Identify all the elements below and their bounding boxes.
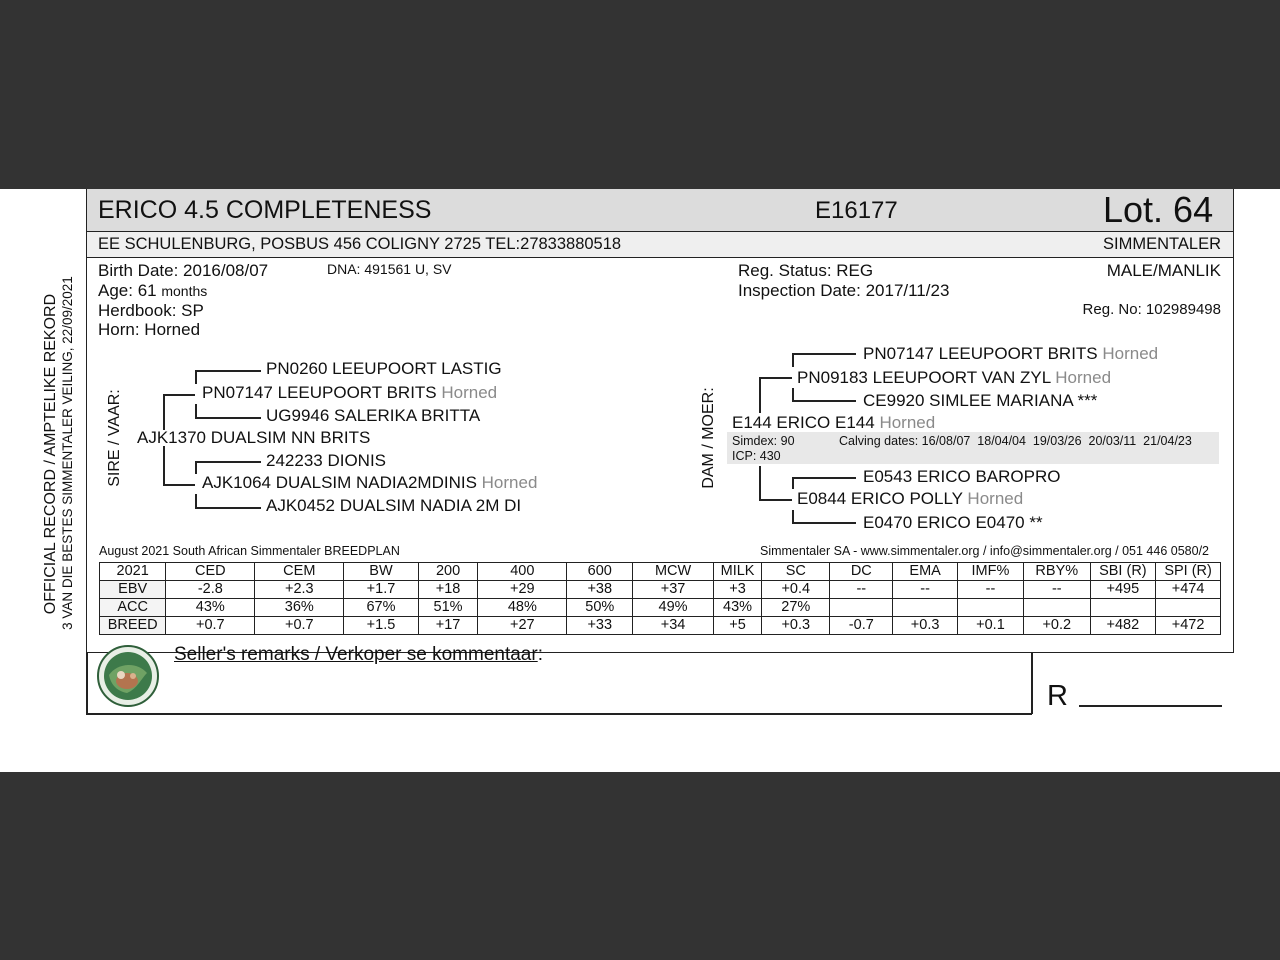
seller-remarks-label: Seller's remarks / Verkoper se kommentaar — [174, 644, 538, 665]
sire-line-ds — [195, 461, 261, 463]
top-dark-band — [0, 0, 1280, 189]
breedplan-cell: +3 — [713, 581, 762, 599]
breedplan-header-cell: MCW — [633, 563, 713, 581]
sire-line-dd — [195, 507, 261, 509]
sire-dd: AJK0452 DUALSIM NADIA 2M DI — [266, 496, 522, 515]
breedplan-header-cell: 200 — [418, 563, 478, 581]
breedplan-row-label: EBV — [100, 581, 166, 599]
breedplan-cell: -0.7 — [830, 617, 893, 635]
breedplan-row-label: BREED — [100, 617, 166, 635]
dam-ds: E0543 ERICO BAROPRO — [863, 467, 1061, 486]
dam-horn: Horned — [879, 413, 936, 432]
reg-status: Reg. Status: REG — [738, 261, 874, 280]
breedplan-table — [99, 562, 1221, 635]
breedplan-cell: +0.7 — [255, 617, 344, 635]
breedplan-cell: -- — [957, 581, 1023, 599]
breedplan-cell: +17 — [418, 617, 478, 635]
dam-d — [797, 489, 1023, 509]
breedplan-header-cell: RBY% — [1024, 563, 1091, 581]
animal-name: ERICO 4.5 COMPLETENESS — [98, 196, 432, 224]
breedplan-cell — [830, 599, 893, 617]
breedplan-cell — [1156, 599, 1221, 617]
dam-s — [797, 368, 1111, 388]
sire-s-name: PN07147 LEEUPOORT BRITS — [202, 383, 437, 402]
breedplan-cell: +1.5 — [344, 617, 418, 635]
breedplan-header-cell: DC — [830, 563, 893, 581]
price-field[interactable] — [1079, 705, 1222, 707]
price-box-left-border — [1031, 652, 1033, 714]
breedplan-cell: 48% — [478, 599, 567, 617]
sire-line-root-bottom-h — [163, 484, 195, 486]
simmentaler-logo — [97, 645, 159, 707]
breedplan-header-cell: 600 — [567, 563, 633, 581]
auction-label: 3 VAN DIE BESTES SIMMENTALER VEILING, 22/09/2021 — [60, 276, 75, 630]
breedplan-header-cell: IMF% — [957, 563, 1023, 581]
breedplan-header-cell: EMA — [893, 563, 958, 581]
dam-simdex: Simdex: 90 — [732, 434, 795, 448]
breedplan-cell: 43% — [713, 599, 762, 617]
dna-info: DNA: 491561 U, SV — [327, 261, 452, 277]
dam-d-name: E0844 ERICO POLLY — [797, 489, 963, 508]
sire-line-root — [163, 394, 165, 430]
breedplan-cell: +0.7 — [166, 617, 255, 635]
price-label: R — [1047, 680, 1068, 712]
sire-line-d-vert2 — [195, 494, 197, 508]
breedplan-cell — [957, 599, 1023, 617]
sire-line-s-vert2 — [195, 404, 197, 418]
dam-sd: CE9920 SIMLEE MARIANA *** — [863, 391, 1098, 410]
breedplan-contact: Simmentaler SA - www.simmentaler.org / info@simmentaler.org / 051 446 0580/2 — [759, 544, 1209, 558]
seller-remarks-colon: : — [537, 644, 543, 665]
breedplan-header-cell: SBI (R) — [1090, 563, 1156, 581]
dam-label: DAM / MOER: — [700, 387, 717, 489]
age-value: Age: 61 — [98, 281, 157, 300]
breedplan-cell: +37 — [633, 581, 713, 599]
dam-line-ds — [792, 477, 856, 479]
sire-d-horn: Horned — [481, 473, 538, 492]
sire-d-name: AJK1064 DUALSIM NADIA2MDINIS — [202, 473, 477, 492]
breedplan-cell: +474 — [1156, 581, 1221, 599]
breedplan-cell: +33 — [567, 617, 633, 635]
breedplan-cell: +38 — [567, 581, 633, 599]
dam-line-s-vert — [792, 353, 794, 367]
official-record-label: OFFICIAL RECORD / AMPTELIKE REKORD — [42, 293, 59, 615]
dam-ss-horn: Horned — [1102, 344, 1159, 363]
dam-line-dd — [792, 522, 856, 524]
breedplan-cell: +0.3 — [893, 617, 958, 635]
breedplan-cell: +18 — [418, 581, 478, 599]
breedplan-cell: +1.7 — [344, 581, 418, 599]
dam-name-row — [732, 413, 935, 433]
breedplan-cell: +0.4 — [762, 581, 830, 599]
breedplan-cell: 49% — [633, 599, 713, 617]
animal-id: E16177 — [815, 197, 898, 224]
dam-line-root-down — [759, 466, 761, 500]
breedplan-cell: -2.8 — [166, 581, 255, 599]
dam-calving-dates: Calving dates: 16/08/07 18/04/04 19/03/26 20/03/11 21/04/23 — [839, 434, 1192, 448]
breedplan-row-acc — [100, 599, 1221, 617]
sex-label: MALE/MANLIK — [1106, 261, 1221, 280]
breedplan-row-ebv — [100, 581, 1221, 599]
sire-s — [202, 383, 497, 403]
dam-line-root-up-h — [759, 377, 792, 379]
breedplan-header-cell: CEM — [255, 563, 344, 581]
sire-d — [202, 473, 537, 493]
horn-status: Horn: Horned — [98, 320, 201, 339]
birth-date: Birth Date: 2016/08/07 — [98, 261, 269, 280]
breedplan-cell — [893, 599, 958, 617]
age — [98, 281, 207, 301]
breedplan-cell: +482 — [1090, 617, 1156, 635]
breedplan-cell: +27 — [478, 617, 567, 635]
breedplan-cell: +34 — [633, 617, 713, 635]
breedplan-title: August 2021 South African Simmentaler BREEDPLAN — [99, 544, 400, 558]
sire-line-s-vert — [195, 370, 197, 384]
dam-line-root-down-h — [759, 499, 792, 501]
breedplan-header-cell: 400 — [478, 563, 567, 581]
breedplan-row-label: ACC — [100, 599, 166, 617]
dam-line-d-vert — [792, 477, 794, 489]
breed-label: SIMMENTALER — [1103, 235, 1221, 253]
breedplan-cell: +0.1 — [957, 617, 1023, 635]
breedplan-cell — [1090, 599, 1156, 617]
sire-ss: PN0260 LEEUPOORT LASTIG — [266, 359, 502, 378]
breedplan-cell: 43% — [166, 599, 255, 617]
dam-ss — [863, 344, 1158, 364]
breedplan-cell: +495 — [1090, 581, 1156, 599]
breedplan-cell: 51% — [418, 599, 478, 617]
card-left-lower-border — [86, 652, 88, 714]
dam-ss-name: PN07147 LEEUPOORT BRITS — [863, 344, 1098, 363]
sire-line-d-vert — [195, 461, 197, 474]
breedplan-cell — [1024, 599, 1091, 617]
dam-dd: E0470 ERICO E0470 ** — [863, 513, 1043, 532]
inspection-date: Inspection Date: 2017/11/23 — [738, 281, 950, 300]
seller-remarks — [174, 644, 543, 666]
dam-s-name: PN09183 LEEUPOORT VAN ZYL — [797, 368, 1051, 387]
dam-s-horn: Horned — [1055, 368, 1112, 387]
breedplan-header-cell: CED — [166, 563, 255, 581]
herdbook: Herdbook: SP — [98, 301, 204, 320]
breedplan-cell: 67% — [344, 599, 418, 617]
breedplan-cell: +0.2 — [1024, 617, 1091, 635]
dam-line-sd — [792, 400, 856, 402]
breedplan-cell: -- — [893, 581, 958, 599]
breedplan-header-cell: BW — [344, 563, 418, 581]
card-bottom-border — [86, 713, 1032, 715]
sire-s-horn: Horned — [441, 383, 498, 402]
sire-ds: 242233 DIONIS — [266, 451, 387, 470]
sire-line-root-bottom — [163, 446, 165, 484]
sire-line-ss — [195, 370, 261, 372]
age-unit: months — [161, 283, 208, 299]
dam-icp: ICP: 430 — [732, 449, 781, 463]
breedplan-cell: +5 — [713, 617, 762, 635]
dam-d-horn: Horned — [967, 489, 1024, 508]
breedplan-cell: +472 — [1156, 617, 1221, 635]
breedplan-cell: +29 — [478, 581, 567, 599]
breedplan-cell: -- — [830, 581, 893, 599]
bottom-dark-band — [0, 772, 1280, 960]
breedplan-header-cell: MILK — [713, 563, 762, 581]
reg-number: Reg. No: 102989498 — [1082, 301, 1221, 318]
sire-label: SIRE / VAAR: — [106, 389, 123, 487]
breedplan-header-cell: 2021 — [100, 563, 166, 581]
sire-line-sd — [195, 417, 261, 419]
breedplan-header-cell: SC — [762, 563, 830, 581]
breedplan-cell: +0.3 — [762, 617, 830, 635]
breedplan-cell: -- — [1024, 581, 1091, 599]
dam-name: E144 ERICO E144 — [732, 413, 875, 432]
lot-number: Lot. 64 — [1103, 189, 1214, 230]
breedplan-cell: 36% — [255, 599, 344, 617]
breedplan-header-cell: SPI (R) — [1156, 563, 1221, 581]
sire-sd: UG9946 SALERIKA BRITTA — [266, 406, 481, 425]
breedplan-row-breed — [100, 617, 1221, 635]
breedplan-header-row — [100, 563, 1221, 581]
dam-line-ss — [792, 353, 856, 355]
breedplan-cell: +2.3 — [255, 581, 344, 599]
owner-info: EE SCHULENBURG, POSBUS 456 COLIGNY 2725 TEL:27833880518 — [98, 235, 622, 253]
sire-line-root-top — [163, 394, 195, 396]
sire-name: AJK1370 DUALSIM NN BRITS — [137, 428, 371, 447]
breedplan-cell: 50% — [567, 599, 633, 617]
breedplan-cell: 27% — [762, 599, 830, 617]
dam-line-root-up — [759, 377, 761, 413]
